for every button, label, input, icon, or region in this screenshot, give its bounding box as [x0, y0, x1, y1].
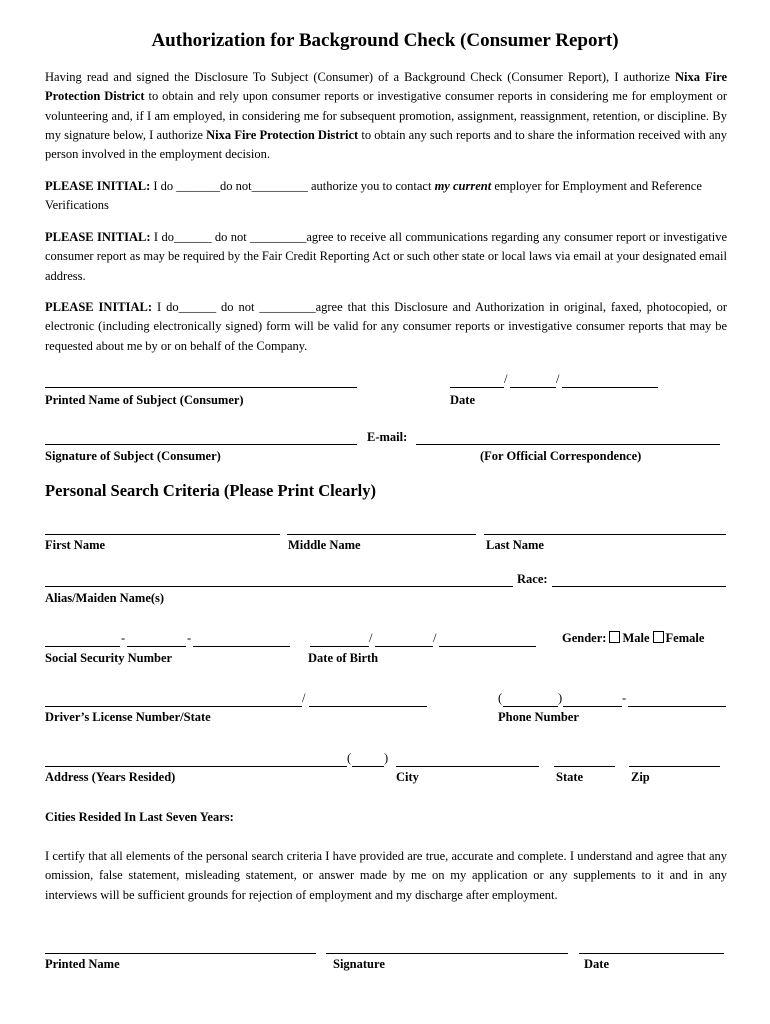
org-name: Nixa Fire Protection District [45, 70, 727, 104]
race-input[interactable] [552, 570, 726, 587]
alias-input[interactable] [45, 570, 513, 587]
middle-name-input[interactable] [287, 518, 476, 535]
middle-name-label: Middle Name [288, 538, 361, 552]
intro-text-1: Having read and signed the Disclosure To Subject (Consumer) of a Background Check (Consumer Report), I authorize [45, 70, 675, 84]
city-label: City [396, 770, 419, 784]
ssn-separator: - [121, 631, 126, 645]
footer-printed-name-label: Printed Name [45, 957, 120, 971]
date-day-input[interactable] [510, 371, 556, 388]
last-name-label: Last Name [486, 538, 544, 552]
date-separator: / [504, 372, 508, 386]
email-label: E-mail: [367, 430, 408, 444]
printed-name-subject-input[interactable] [45, 371, 357, 388]
initial-employer-verification [45, 177, 727, 216]
initial-emphasis: my current [434, 179, 492, 193]
date-separator: / [556, 372, 560, 386]
state-input[interactable] [554, 750, 615, 767]
male-label: Male [622, 631, 650, 645]
dob-separator: / [433, 631, 437, 645]
phone-label: Phone Number [498, 710, 579, 724]
phone-paren-close: ) [558, 691, 563, 705]
dob-separator: / [369, 631, 373, 645]
female-label: Female [665, 631, 705, 645]
footer-date-label: Date [584, 957, 609, 971]
address-input[interactable] [45, 750, 347, 767]
email-input[interactable] [416, 428, 720, 445]
initial-text: I do______ do not _________agree that this Disclosure and Authorization in original, faxed, photocopied, or electronic (including electronically signed) form will be valid for any consumer reports or investigative consumer reports that may be requested about me by or on behalf of the Company. [45, 300, 727, 353]
cities-resided-label: Cities Resided In Last Seven Years: [45, 810, 234, 824]
intro-text-3: to obtain any such reports and to share the information received with any person involved in the employment decision. [45, 127, 728, 162]
initial-text: I do _______do not_________ authorize you to contact [150, 179, 435, 193]
phone-separator: - [622, 691, 627, 705]
initial-label: PLEASE INITIAL: [45, 300, 153, 314]
certification-paragraph: I certify that all elements of the personal search criteria I have provided are true, accurate and complete. I understand and agree that any omission, false statement, misleading statement, or answer made by me on my application or any supplements to it and in any interviews will be sufficient grounds for rejection of employment and my discharge after employment. [45, 849, 727, 902]
ssn-part2-input[interactable] [127, 630, 186, 647]
dob-label: Date of Birth [308, 651, 379, 665]
phone-area-code-input[interactable] [503, 690, 558, 707]
alias-label: Alias/Maiden Name(s) [45, 591, 165, 605]
footer-signature-label: Signature [333, 957, 385, 971]
official-correspondence-label: (For Official Correspondence) [480, 449, 642, 463]
date-month-input[interactable] [450, 371, 504, 388]
male-checkbox[interactable] [609, 631, 620, 643]
footer-date-input[interactable] [579, 937, 724, 954]
org-name: Nixa Fire Protection District [206, 127, 359, 142]
drivers-license-number-input[interactable] [45, 690, 302, 707]
years-resided-input[interactable] [352, 750, 384, 767]
date-year-input[interactable] [562, 371, 658, 388]
phone-line-input[interactable] [628, 690, 726, 707]
zip-input[interactable] [629, 750, 720, 767]
female-checkbox[interactable] [653, 631, 664, 643]
zip-label: Zip [631, 770, 650, 784]
printed-name-subject-label: Printed Name of Subject (Consumer) [45, 393, 244, 407]
dob-year-input[interactable] [439, 630, 536, 647]
intro-text-2: to obtain and rely upon consumer reports or investigative consumer reports in considering me for employment or volunteering and, if I am employed, in considering me for subsequent promotion, assignment, reassignment, retention, or discipline. By my signature below, I authorize [45, 89, 727, 142]
first-name-input[interactable] [45, 518, 280, 535]
initial-label: PLEASE INITIAL: [45, 230, 151, 244]
ssn-separator: - [187, 631, 192, 645]
city-input[interactable] [396, 750, 539, 767]
initial-label: PLEASE INITIAL: [45, 179, 151, 193]
footer-printed-name-input[interactable] [45, 937, 316, 954]
initial-email-communications [45, 228, 727, 286]
dob-month-input[interactable] [310, 630, 369, 647]
phone-paren-open: ( [498, 691, 503, 705]
phone-prefix-input[interactable] [563, 690, 622, 707]
years-paren-open: ( [347, 751, 352, 765]
date-label: Date [450, 393, 475, 407]
intro-paragraph [45, 68, 727, 164]
ssn-part3-input[interactable] [193, 630, 290, 647]
ssn-label: Social Security Number [45, 651, 173, 665]
initial-disclosure-validity [45, 298, 727, 356]
drivers-license-state-input[interactable] [309, 690, 427, 707]
license-separator: / [302, 691, 306, 705]
state-label: State [556, 770, 584, 784]
signature-subject-input[interactable] [45, 428, 357, 445]
race-label: Race: [517, 572, 548, 586]
dob-day-input[interactable] [375, 630, 433, 647]
drivers-license-label: Driver’s License Number/State [45, 710, 211, 724]
section-heading: Personal Search Criteria (Please Print Clearly) [45, 481, 376, 500]
signature-subject-label: Signature of Subject (Consumer) [45, 449, 221, 463]
years-paren-close: ) [384, 751, 389, 765]
last-name-input[interactable] [484, 518, 726, 535]
first-name-label: First Name [45, 538, 106, 552]
page-title: Authorization for Background Check (Consumer Report) [151, 30, 619, 51]
initial-text: I do______ do not _________agree to receive all communications regarding any consumer report or investigative consumer report as may be required by the Fair Credit Reporting Act or such other state or local laws via email at your designated email address. [45, 230, 727, 283]
initial-text-end: employer for Employment and Reference Verifications [45, 179, 702, 213]
gender-label: Gender: [562, 631, 607, 645]
address-label: Address (Years Resided) [45, 770, 176, 784]
ssn-part1-input[interactable] [45, 630, 120, 647]
gender-field [562, 631, 704, 646]
footer-signature-input[interactable] [326, 937, 568, 954]
